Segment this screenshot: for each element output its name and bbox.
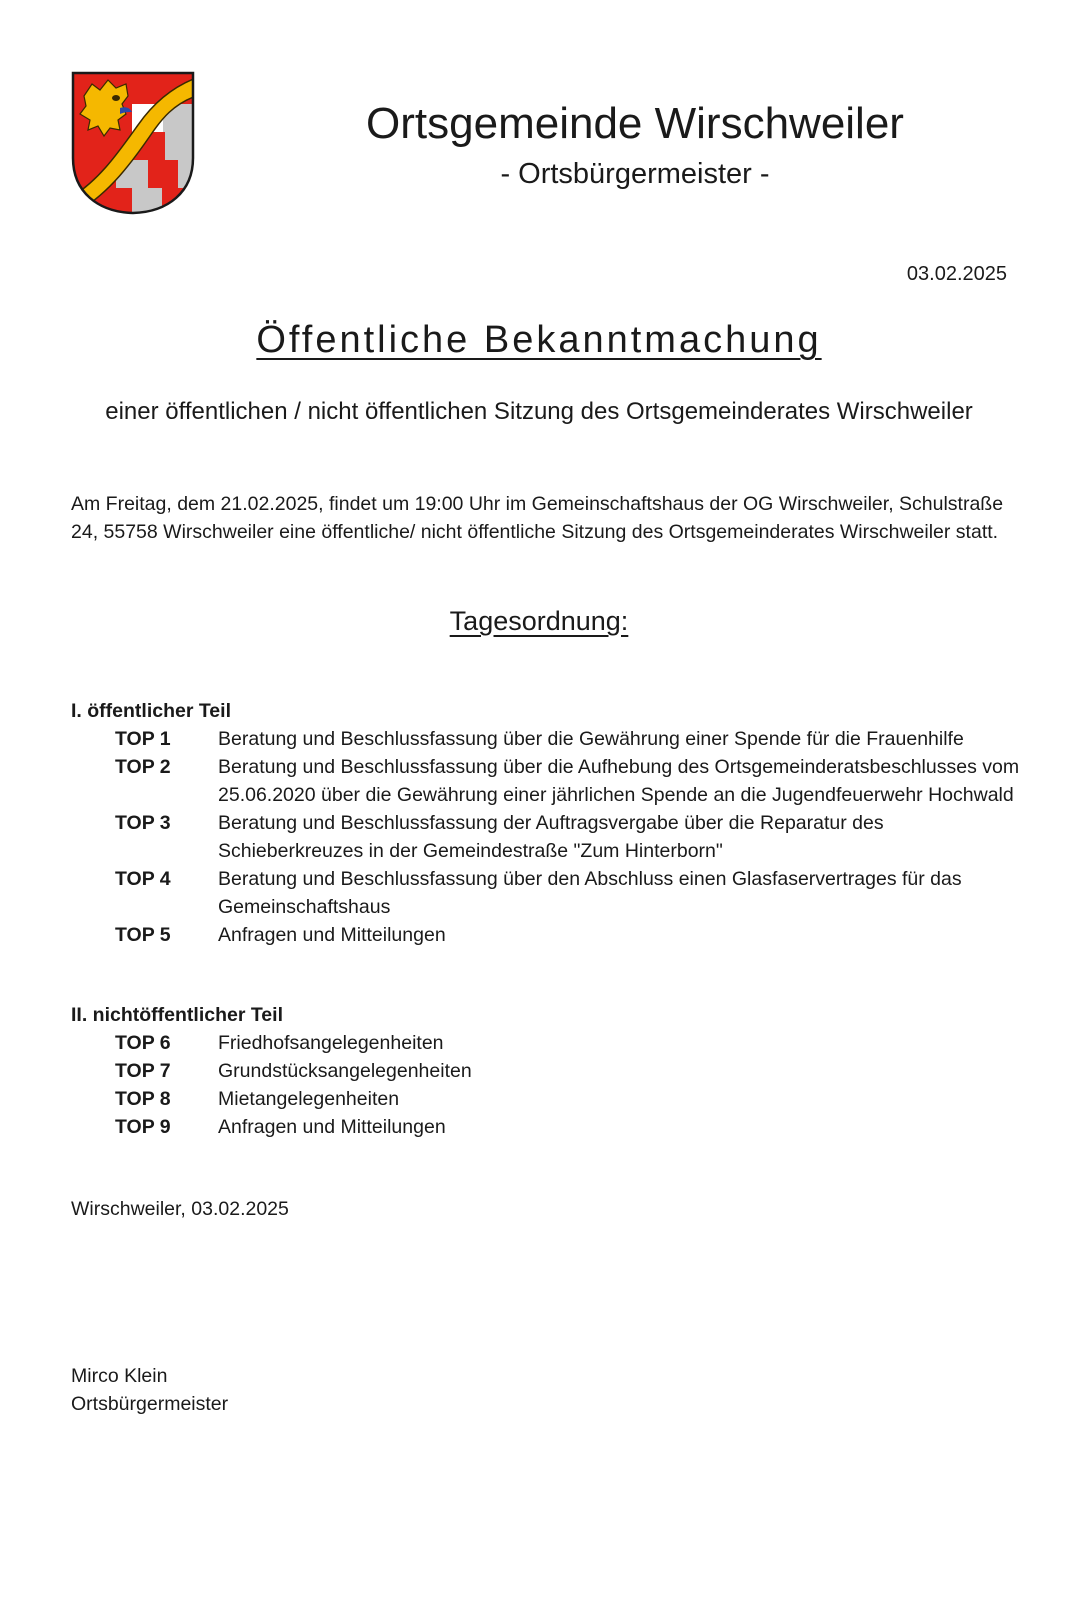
document-date: 03.02.2025: [906, 263, 1007, 285]
agenda-item-text: Mietangelegenheiten: [218, 1088, 400, 1110]
agenda-item-text: Beratung und Beschlussfassung über die Aufhebung des Ortsgemeinderatsbeschlusses vom 25.06.2020 über die Gewährung einer jährlichen Spende an die Jugendfeuerwehr Hochwald: [218, 756, 1020, 806]
section-heading: II. nichtöffentlicher Teil: [71, 1004, 283, 1026]
signer-name: Mirco Klein: [71, 1365, 168, 1387]
organization-name: Ortsgemeinde Wirschweiler: [366, 99, 904, 148]
place-and-date: Wirschweiler, 03.02.2025: [71, 1198, 289, 1220]
organization-subtitle: - Ortsbürgermeister -: [500, 158, 770, 190]
agenda-section-public: [71, 697, 1021, 949]
agenda-item-text: Beratung und Beschlussfassung über die Gewährung einer Spende für die Frauenhilfe: [218, 728, 964, 750]
agenda-item: [71, 1085, 1021, 1113]
agenda-item-label: TOP 2: [115, 756, 171, 778]
agenda-item: [71, 1057, 1021, 1085]
intro-paragraph: Am Freitag, dem 21.02.2025, findet um 19:00 Uhr im Gemeinschaftshaus der OG Wirschweiler, Schulstraße 24, 55758 Wirschweiler eine öffentliche/ nicht öffentliche Sitzung des Ortsgemeinderates Wirschweiler statt.: [71, 493, 1004, 543]
agenda-item: [71, 753, 1021, 809]
section-heading: I. öffentlicher Teil: [71, 700, 231, 722]
page-subtitle: einer öffentlichen / nicht öffentlichen Sitzung des Ortsgemeinderates Wirschweiler: [105, 398, 973, 425]
agenda-item-label: TOP 9: [115, 1116, 171, 1138]
agenda-item-label: TOP 3: [115, 812, 171, 834]
agenda-item: [71, 865, 1021, 921]
agenda-item-text: Grundstücksangelegenheiten: [218, 1060, 472, 1082]
agenda-item: [71, 921, 1021, 949]
agenda-title: Tagesordnung:: [449, 606, 629, 636]
agenda-item-label: TOP 5: [115, 924, 171, 946]
agenda-item: [71, 725, 1021, 753]
agenda-item-text: Anfragen und Mitteilungen: [218, 924, 446, 946]
agenda-item-label: TOP 7: [115, 1060, 171, 1082]
agenda-item-label: TOP 8: [115, 1088, 171, 1110]
agenda-item: [71, 809, 1021, 865]
agenda-item-text: Friedhofsangelegenheiten: [218, 1032, 444, 1054]
page-title: Öffentliche Bekanntmachung: [256, 319, 822, 361]
agenda-item: [71, 1113, 1021, 1141]
agenda-item-label: TOP 1: [115, 728, 171, 750]
coat-of-arms-icon: [70, 70, 196, 216]
signer-role: Ortsbürgermeister: [71, 1393, 229, 1415]
agenda-item-text: Anfragen und Mitteilungen: [218, 1116, 446, 1138]
agenda-section-private: [71, 1001, 1021, 1141]
agenda-item-text: Beratung und Beschlussfassung der Auftragsvergabe über die Reparatur des Schieberkreuzes in der Gemeindestraße "Zum Hinterborn": [218, 812, 884, 862]
agenda-item-label: TOP 4: [115, 868, 171, 890]
agenda-item: [71, 1029, 1021, 1057]
signature-block: [71, 1362, 228, 1418]
agenda-item-text: Beratung und Beschlussfassung über den Abschluss einen Glasfaservertrages für das Gemeinschaftshaus: [218, 868, 962, 918]
agenda-item-label: TOP 6: [115, 1032, 171, 1054]
